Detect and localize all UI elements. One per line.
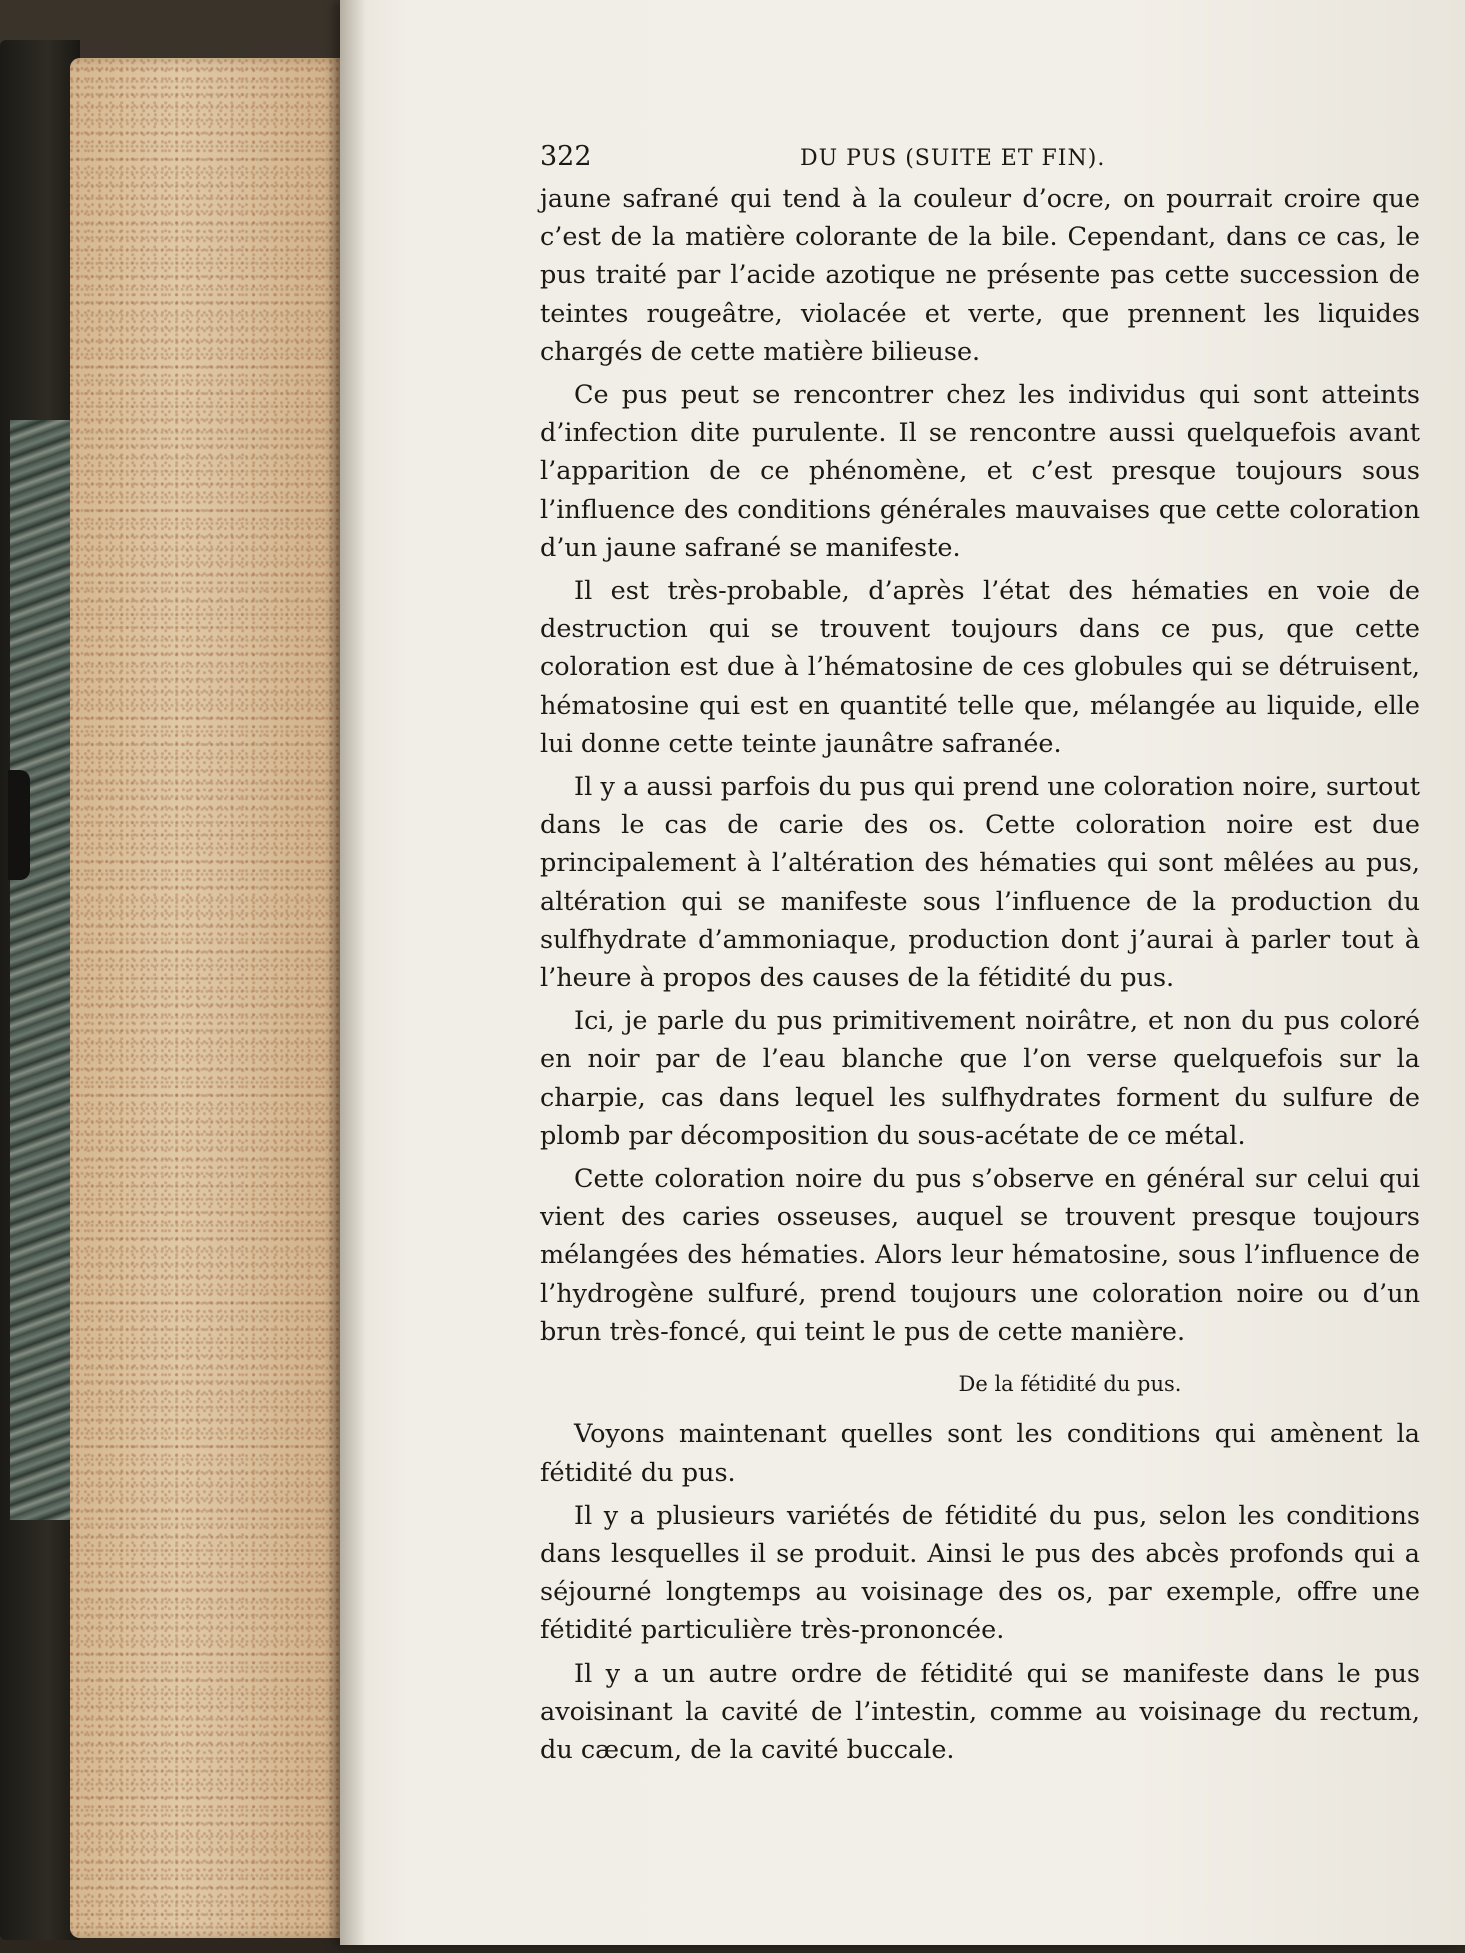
paragraph: Cette coloration noire du pus s’observe en général sur celui qui vient des caries osseuses, auquel se trouvent presque toujours mélangées des hématies. Alors leur hématosine, sous l’influence de l’hydrogène sulfuré, prend toujours une coloration noire ou d’un brun très-foncé, qui teint le pus de cette manière. [540,1164,1420,1347]
paragraph: jaune safrané qui tend à la couleur d’ocre, on pourrait croire que c’est de la matière colorante de la bile. Cependant, dans ce cas, le pus traité par l’acide azotique ne présente pas cette succession de teintes rougeâtre, violacée et verte, que prennent les liquides chargés de cette matière bilieuse. [540,184,1420,367]
cover-notch [8,770,30,880]
paragraph: Il est très-probable, d’après l’état des hématies en voie de destruction qui se trouvent toujours dans ce pus, que cette coloration est due à l’hématosine de ces globules qui se détruisent, hématosine qui est en quantité telle que, mélangée au liquide, elle lui donne cette teinte jaunâtre safranée. [540,576,1420,759]
page-edges [70,58,345,1938]
paragraph: Il y a plusieurs variétés de fétidité du pus, selon les conditions dans lesquelles il se produit. Ainsi le pus des abcès profonds qui a séjourné longtemps au voisinage des os, par exemple, offre une fétidité particulière très-prononcée. [540,1500,1420,1646]
paragraph: Ici, je parle du pus primitivement noirâtre, et non du pus coloré en noir par de l’eau blanche que l’on verse quelquefois sur la charpie, cas dans lequel les sulfhydrates forment du sulfure de plomb par décomposition du sous-acétate de ce métal. [540,1006,1420,1151]
paragraph: Il y a un autre ordre de fétidité qui se manifeste dans le pus avoisinant la cavité de l’intestin, comme au voisinage du rectum, du cæcum, de la cavité buccale. [540,1658,1420,1765]
running-head [540,138,1420,178]
running-title: DU PUS (SUITE ET FIN). [800,146,1106,171]
page-number: 322 [540,141,592,172]
paragraph: Voyons maintenant quelles sont les conditions qui amènent la fétidité du pus. [540,1419,1420,1488]
paragraph: Ce pus peut se rencontrer chez les individus qui sont atteints d’infection dite purulente. Il se rencontre aussi quelquefois avant l’apparition de ce phénomène, et c’est presque toujours sous l’influence des conditions générales mauvaises que cette coloration d’un jaune safrané se manifeste. [540,380,1420,563]
section-title: De la fétidité du pus. [958,1372,1182,1397]
page-text [540,138,1420,1769]
paragraph: Il y a aussi parfois du pus qui prend une coloration noire, surtout dans le cas de carie des os. Cette coloration noire est due principalement à l’altération des hématies qui sont mêlées au pus, altération qui se manifeste sous l’influence de la production du sulfhydrate d’ammoniaque, production dont j’aurai à parler tout à l’heure à propos des causes de la fétidité du pus. [540,772,1420,994]
